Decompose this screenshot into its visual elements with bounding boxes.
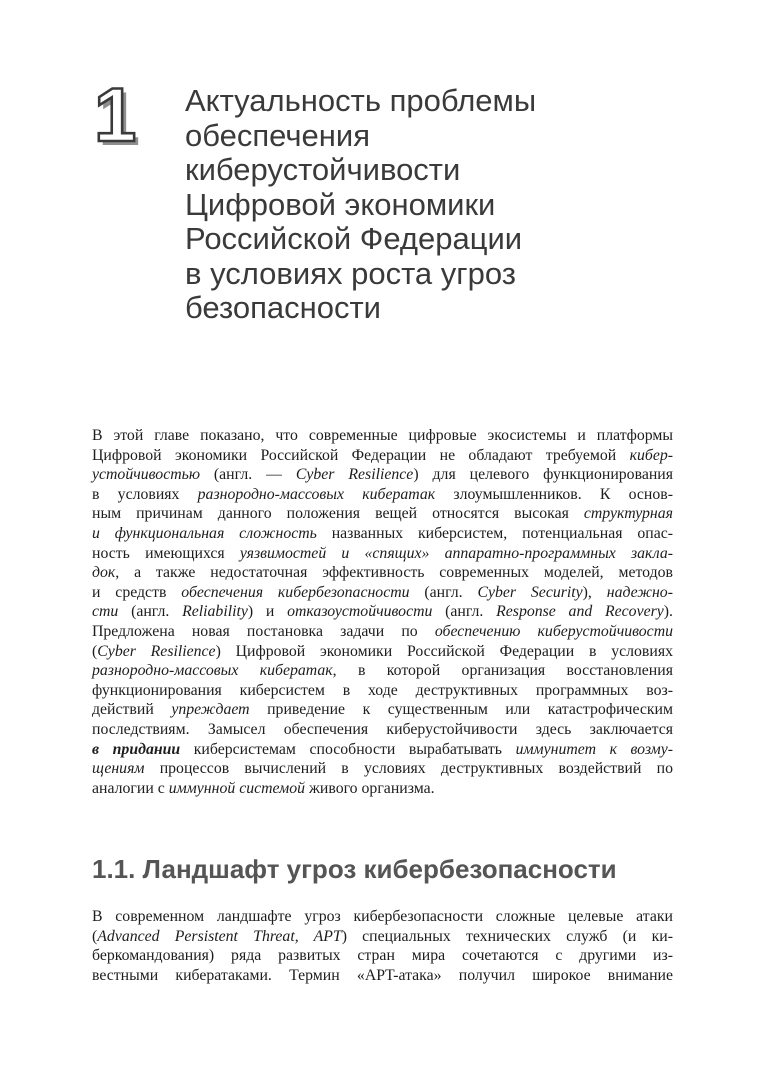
text-segment: и средств bbox=[92, 583, 182, 601]
text-line bbox=[92, 544, 673, 564]
text-segment: , а также недостаточная эффективность современных моделей, методов bbox=[115, 564, 673, 582]
text-line bbox=[92, 927, 673, 947]
italic-term: и функциональная сложность bbox=[92, 524, 317, 542]
text-segment: живого организма. bbox=[305, 779, 435, 797]
italic-term: упреждает bbox=[171, 701, 250, 719]
text-line bbox=[92, 622, 673, 642]
italic-term: Reliability bbox=[182, 603, 248, 621]
italic-term: устойчивостью bbox=[92, 466, 200, 484]
text-line bbox=[92, 426, 673, 446]
text-segment: (англ. bbox=[118, 603, 183, 621]
chapter-title bbox=[185, 84, 655, 326]
text-line bbox=[92, 966, 673, 986]
italic-term: обеспечению киберустойчивости bbox=[434, 622, 673, 640]
text-segment: (англ. bbox=[432, 603, 497, 621]
text-segment: (англ. bbox=[409, 583, 478, 601]
text-segment: ным причинам данного положения вещей относятся высокая bbox=[92, 505, 584, 523]
text-segment: функционирования киберсистем в ходе деструктивных программных воз- bbox=[92, 681, 673, 699]
text-segment: беркомандования) ряда развитых стран мира сочетаются с другими из- bbox=[92, 947, 673, 965]
text-line bbox=[92, 485, 673, 505]
text-segment: Цифровой экономики Российской Федерации не обладают требуемой bbox=[92, 446, 630, 464]
chapter-title-line: Цифровой экономики bbox=[185, 186, 496, 222]
section-paragraph bbox=[92, 907, 673, 985]
text-segment: действий bbox=[92, 701, 172, 719]
chapter-title-line: Актуальность проблемы bbox=[185, 83, 537, 118]
text-segment: ), bbox=[582, 583, 607, 601]
italic-term: щениям bbox=[92, 760, 145, 778]
text-segment: Предложена новая постановка задачи по bbox=[92, 622, 435, 640]
chapter-number: 1 bbox=[94, 73, 137, 158]
text-segment: ) специальных технических служб (и ки- bbox=[341, 927, 673, 945]
italic-term: иммунной системой bbox=[168, 779, 306, 797]
italic-term: Cyber Security bbox=[477, 583, 583, 601]
text-line bbox=[92, 720, 673, 740]
text-line bbox=[92, 740, 673, 760]
text-segment: процессов вычислений в условиях деструктивных воздействий по bbox=[144, 760, 673, 778]
text-line bbox=[92, 759, 673, 779]
text-segment: (англ. — bbox=[199, 466, 296, 484]
text-line bbox=[92, 446, 673, 466]
text-line bbox=[92, 681, 673, 701]
text-line bbox=[92, 583, 673, 603]
italic-term: структурная bbox=[583, 505, 673, 523]
italic-term: Advanced Persistent Threat, APT bbox=[97, 927, 342, 945]
italic-term: обеспечения кибербезопасности bbox=[181, 583, 410, 601]
italic-term: кибер- bbox=[629, 446, 673, 464]
italic-term: иммунитет к возму- bbox=[515, 740, 673, 758]
chapter-title-line: киберустойчивости bbox=[185, 152, 461, 187]
bold-italic-term: в придании bbox=[92, 740, 181, 758]
chapter-title-line: Российской Федерации bbox=[185, 221, 523, 256]
chapter-title-line: безопасности bbox=[185, 290, 381, 325]
text-line bbox=[92, 504, 673, 524]
text-line bbox=[92, 661, 673, 681]
italic-term: разнородно-массовых кибератак bbox=[197, 485, 436, 503]
text-segment: В современном ландшафте угроз кибербезопасности сложные целевые атаки bbox=[92, 908, 673, 925]
text-segment: вестными кибератаками. Термин «APT-атака» получил широкое внимание bbox=[92, 966, 673, 984]
text-line bbox=[92, 563, 673, 583]
text-segment: приведение к существенным или катастрофическим bbox=[249, 701, 673, 719]
text-segment: аналогии с bbox=[92, 779, 169, 797]
text-line bbox=[92, 700, 673, 720]
text-segment: последствиям. Замысел обеспечения киберустойчивости здесь заключается bbox=[92, 720, 673, 738]
text-segment: ( bbox=[92, 927, 98, 945]
text-segment: ( bbox=[92, 642, 98, 660]
text-segment: ность имеющихся bbox=[92, 544, 240, 562]
text-segment: ) для целевого функционирования bbox=[413, 466, 674, 484]
italic-term: разнородно-массовых кибератак bbox=[92, 662, 333, 680]
text-segment: в условиях bbox=[92, 485, 198, 503]
text-line bbox=[92, 779, 673, 799]
italic-term: Cyber Resilience bbox=[295, 466, 414, 484]
text-line bbox=[92, 642, 673, 662]
italic-term: надежно- bbox=[606, 583, 673, 601]
italic-term: Response and Recovery bbox=[496, 603, 664, 621]
italic-term: уязвимостей и «спящих» аппаратно-программных закла- bbox=[239, 544, 673, 562]
text-line bbox=[92, 602, 673, 622]
text-segment: злоумышленников. К основ- bbox=[435, 485, 673, 503]
text-segment: ). bbox=[663, 603, 673, 621]
italic-term: док bbox=[92, 564, 116, 582]
chapter-title-line: в условиях роста угроз bbox=[185, 255, 516, 291]
chapter-title-line: обеспечения bbox=[185, 117, 371, 153]
intro-paragraph bbox=[92, 426, 673, 798]
text-segment: киберсистемам способности вырабатывать bbox=[180, 740, 516, 758]
section-heading: 1.1. Ландшафт угроз кибербезопасности bbox=[92, 854, 617, 884]
text-segment: В этой главе показано, что современные цифровые экосистемы и платформы bbox=[92, 427, 673, 444]
italic-term: сти bbox=[92, 603, 119, 621]
text-line bbox=[92, 465, 673, 485]
text-segment: ) Цифровой экономики Российской Федерации в условиях bbox=[215, 642, 673, 660]
text-segment: , в которой организация восстановления bbox=[332, 662, 673, 680]
italic-term: отказоустойчивости bbox=[287, 603, 433, 621]
text-line bbox=[92, 946, 673, 966]
text-segment: ) и bbox=[247, 603, 288, 621]
text-line bbox=[92, 524, 673, 544]
text-segment: названных киберсистем, потенциальная опас- bbox=[316, 524, 673, 542]
text-line bbox=[92, 907, 673, 927]
italic-term: Cyber Resilience bbox=[97, 642, 216, 660]
